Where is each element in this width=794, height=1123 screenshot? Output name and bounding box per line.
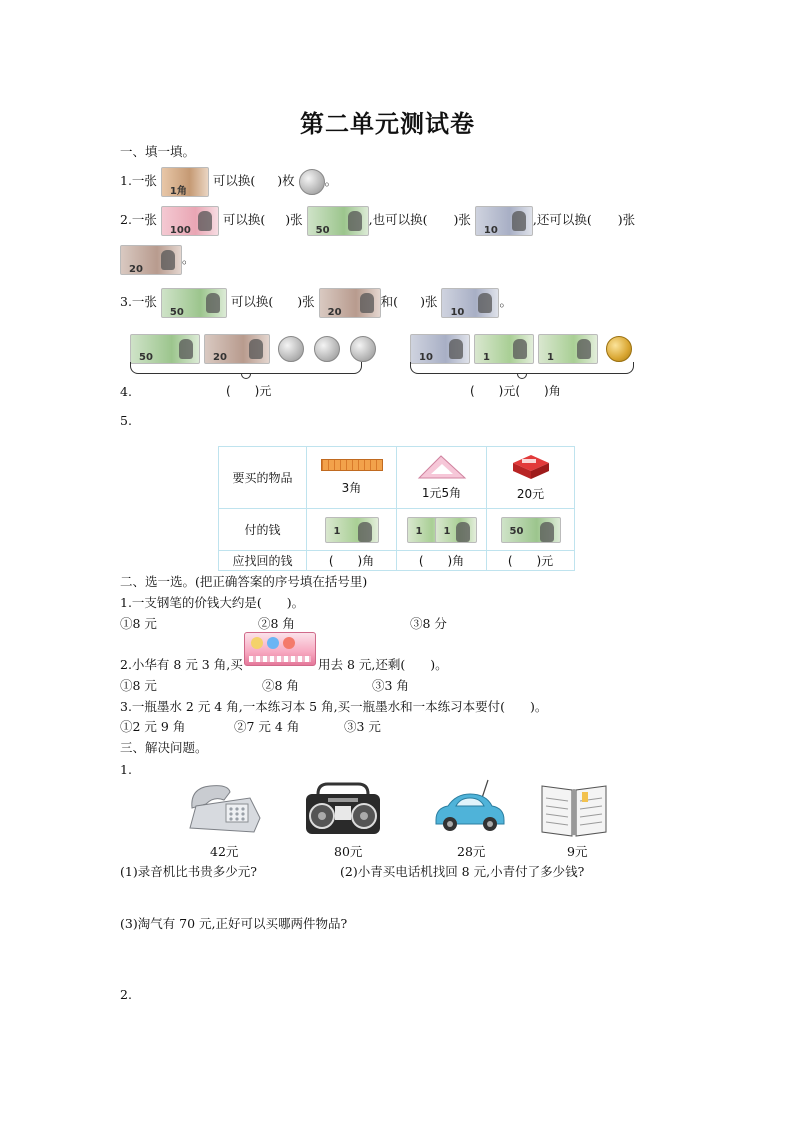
one-yuan-note-icon: 1 — [538, 334, 598, 364]
q2-line: 2.一张 100 可以换( )张 50 ,也可以换( )张 10 ,还可以换( )张 — [120, 204, 635, 236]
fifty-note-icon: 50 — [130, 334, 200, 364]
s2-q2-a: 2.小华有 8 元 3 角,买 — [120, 657, 243, 672]
left-brace — [130, 362, 362, 374]
q4-left-money — [130, 333, 376, 363]
s2-q2-opt3: ③3 角 — [372, 678, 409, 693]
q1-line: 1.一张 1角 可以换( )枚 。 — [120, 165, 337, 197]
q4-right-money — [410, 333, 632, 363]
s2-q3-opt3: ③3 元 — [344, 719, 381, 734]
toy-car-icon — [430, 778, 510, 836]
one-yuan-note-icon: 1 — [325, 517, 379, 543]
twenty-note-icon: 20 — [319, 288, 381, 318]
ruler-icon — [321, 459, 383, 471]
one-yuan-note-icon: 1 — [407, 517, 449, 543]
section3-heading: 三、解决问题。 — [120, 740, 208, 755]
q5-number: 5. — [120, 413, 132, 428]
s2-q3-opt2: ②7 元 4 角 — [234, 719, 300, 734]
gold-coin-icon — [606, 336, 632, 362]
s3-sub3: (3)淘气有 70 元,正好可以买哪两件物品? — [120, 916, 348, 931]
calendar-icon — [509, 453, 553, 481]
item-calendar: 20元 — [487, 447, 575, 509]
s2-q1-opt1: ①8 元 — [120, 616, 157, 631]
q2-line2: 20 。 — [120, 243, 195, 275]
book-icon — [538, 778, 610, 838]
s2-q1-opt3: ③8 分 — [410, 616, 447, 631]
coin-icon — [350, 336, 376, 362]
hundred-note-icon: 100 — [161, 206, 219, 236]
price-car: 28元 — [457, 844, 486, 859]
ten-note-icon: 10 — [475, 206, 533, 236]
q4-right-answer: ( )元( )角 — [470, 384, 561, 398]
right-brace — [410, 362, 634, 374]
fifty-note-icon: 50 — [307, 206, 369, 236]
q4-number: 4. — [120, 384, 132, 399]
ten-note-icon: 10 — [441, 288, 499, 318]
row-label-paid: 付的钱 — [219, 509, 307, 551]
one-jiao-note-icon: 1角 — [161, 167, 209, 197]
pencil-case-icon — [244, 632, 316, 666]
s2-q2-opt2: ②8 角 — [262, 678, 299, 693]
twenty-note-icon: 20 — [204, 334, 270, 364]
q4-left-answer: ( )元 — [226, 384, 272, 398]
s3-sub1: (1)录音机比书贵多少元? — [120, 864, 257, 879]
row-label-change: 应找回的钱 — [219, 551, 307, 571]
s3-q1-number: 1. — [120, 762, 132, 777]
twenty-note-icon: 20 — [120, 245, 182, 275]
fifty-note-icon: 50 — [501, 517, 561, 543]
section1-heading: 一、填一填。 — [120, 144, 196, 159]
coin-icon — [314, 336, 340, 362]
row-label-items: 要买的物品 — [219, 447, 307, 509]
telephone-icon — [184, 778, 264, 834]
q1-text-c: )枚 — [277, 173, 295, 188]
coin-icon — [278, 336, 304, 362]
ten-note-icon: 10 — [410, 334, 470, 364]
s2-q3-opt1: ①2 元 9 角 — [120, 719, 186, 734]
paid-3 — [487, 509, 575, 551]
s2-q1-opt2: ②8 角 — [258, 616, 295, 631]
s3-sub2: (2)小青买电话机找回 8 元,小青付了多少钱? — [340, 864, 585, 879]
page-title: 第二单元测试卷 — [300, 109, 475, 138]
paid-2 — [397, 509, 487, 551]
one-yuan-note-icon: 1 — [474, 334, 534, 364]
one-yuan-note-icon: 1 — [435, 517, 477, 543]
s2-q2-opt1: ①8 元 — [120, 678, 157, 693]
item-ruler: 3角 — [307, 447, 397, 509]
change-2: ( )角 — [397, 551, 487, 571]
price-radio: 80元 — [334, 844, 363, 859]
section2-heading: 二、选一选。(把正确答案的序号填在括号里) — [120, 574, 368, 589]
q3-line: 3.一张 50 可以换( )张 20 和( )张 10 。 — [120, 286, 512, 318]
q1-text-a: 1.一张 — [120, 173, 157, 188]
s2-q1: 1.一支钢笔的价钱大约是( )。 — [120, 595, 305, 610]
s3-q2-number: 2. — [120, 987, 132, 1002]
s2-q3: 3.一瓶墨水 2 元 4 角,一本练习本 5 角,买一瓶墨水和一本练习本要付( )。 — [120, 699, 548, 714]
paid-1 — [307, 509, 397, 551]
q1-text-b: 可以换( — [212, 173, 256, 188]
q5-table — [218, 446, 575, 571]
change-3: ( )元 — [487, 551, 575, 571]
item-triangle: 1元5角 — [397, 447, 487, 509]
fifty-note-icon: 50 — [161, 288, 227, 318]
coin-icon — [299, 169, 325, 195]
change-1: ( )角 — [307, 551, 397, 571]
price-telephone: 42元 — [210, 844, 239, 859]
price-book: 9元 — [567, 844, 588, 859]
radio-cassette-icon — [304, 780, 382, 836]
s2-q2-b: 用去 8 元,还剩( )。 — [318, 657, 448, 672]
set-square-icon — [417, 454, 467, 480]
